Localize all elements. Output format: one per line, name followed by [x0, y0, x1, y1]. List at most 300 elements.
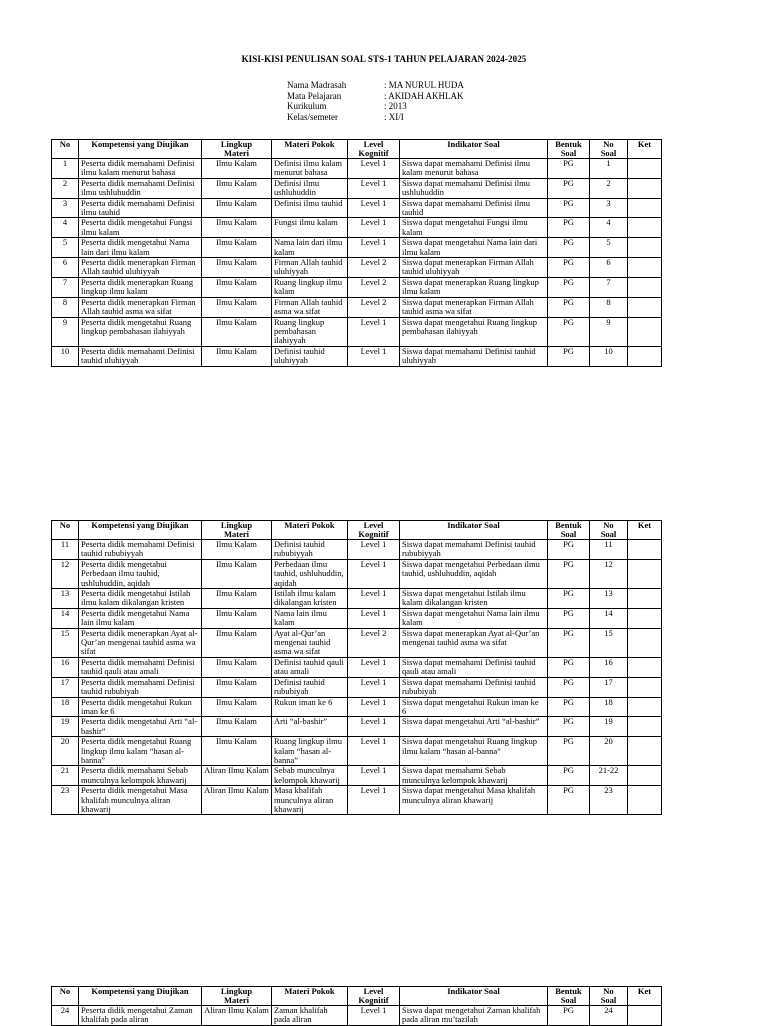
cell-materi: Rukun iman ke 6	[272, 697, 348, 717]
cell-ket	[628, 159, 662, 179]
cell-kompetensi: Peserta didik menerapkan Firman Allah tauhid asma wa sifat	[79, 297, 202, 317]
header-text: Ket	[637, 139, 652, 149]
cell-ket	[628, 277, 662, 297]
cell-ket	[628, 589, 662, 609]
cell-kompetensi: Peserta didik mengetahui Ruang lingkup pembahasan ilahiyyah	[79, 317, 202, 346]
cell-lingkup: Ilmu Kalam	[202, 657, 272, 677]
cell-lingkup: Ilmu Kalam	[202, 277, 272, 297]
table-row	[52, 238, 662, 258]
cell-bentuk: PG	[548, 717, 590, 737]
cell-kompetensi: Peserta didik memahami Definisi ilmu kalam menurut bahasa	[79, 159, 202, 179]
cell-bentuk: PG	[548, 737, 590, 766]
cell-level: Level 2	[348, 297, 400, 317]
cell-kompetensi: Peserta didik memahami Definisi ilmu ushluhuddin	[79, 178, 202, 198]
cell-kompetensi: Peserta didik mengetahui Nama lain ilmu kalam	[79, 608, 202, 628]
cell-lingkup: Ilmu Kalam	[202, 717, 272, 737]
header-text: No	[59, 520, 71, 530]
cell-no: 19	[52, 717, 79, 737]
table-row	[52, 218, 662, 238]
table-row	[52, 786, 662, 815]
cell-level: Level 1	[348, 608, 400, 628]
table-row	[52, 178, 662, 198]
cell-kompetensi: Peserta didik menerapkan Ayat al-Qur’an mengenai tauhid asma wa sifat	[79, 628, 202, 657]
cell-level: Level 1	[348, 238, 400, 258]
cell-indikator: Siswa dapat mengetahui Masa khalifah munculnya aliran khawarij	[400, 786, 548, 815]
header-text: Soal	[560, 148, 577, 158]
cell-level: Level 1	[348, 589, 400, 609]
header-lingkup-materi	[202, 140, 272, 159]
cell-indikator: Siswa dapat mengetahui Ruang lingkup pembahasan ilahiyyah	[400, 317, 548, 346]
header-text: Lingkup	[220, 986, 253, 996]
cell-nosoal: 1	[590, 159, 628, 179]
cell-lingkup: Aliran Ilmu Kalam	[202, 1006, 272, 1026]
meta-value: : AKIDAH AKHLAK	[384, 90, 464, 101]
table-row	[52, 589, 662, 609]
cell-no: 11	[52, 540, 79, 560]
header-text: Bentuk	[555, 986, 582, 996]
header-indikator-soal	[400, 140, 548, 159]
cell-lingkup: Ilmu Kalam	[202, 258, 272, 278]
cell-indikator: Siswa dapat memahami Sebab munculnya kelompok khawarij	[400, 766, 548, 786]
meta-row-madrasah	[287, 80, 464, 91]
cell-materi: Masa khalifah munculnya aliran khawarij	[272, 786, 348, 815]
cell-bentuk: PG	[548, 766, 590, 786]
cell-ket	[628, 766, 662, 786]
cell-indikator: Siswa dapat mengetahui Ruang lingkup ilmu kalam “hasan al-banna”	[400, 737, 548, 766]
meta-label: Nama Madrasah	[287, 80, 347, 90]
cell-lingkup: Ilmu Kalam	[202, 697, 272, 717]
meta-label: Mata Pelajaran	[287, 90, 342, 101]
cell-indikator: Siswa dapat menerapkan Firman Allah tauhid uluhiyyah	[400, 258, 548, 278]
cell-level: Level 2	[348, 628, 400, 657]
header-text: No	[59, 139, 71, 149]
cell-ket	[628, 717, 662, 737]
cell-nosoal: 16	[590, 657, 628, 677]
cell-nosoal: 11	[590, 540, 628, 560]
header-text: Lingkup	[220, 520, 253, 530]
cell-no: 8	[52, 297, 79, 317]
cell-no: 20	[52, 737, 79, 766]
cell-level: Level 1	[348, 766, 400, 786]
cell-nosoal: 23	[590, 786, 628, 815]
cell-ket	[628, 317, 662, 346]
cell-nosoal: 24	[590, 1006, 628, 1026]
header-no	[52, 521, 79, 540]
meta-value: : XI/I	[384, 111, 404, 122]
cell-level: Level 2	[348, 258, 400, 278]
cell-nosoal: 9	[590, 317, 628, 346]
header-row	[52, 140, 662, 159]
cell-kompetensi: Peserta didik mengetahui Zaman khalifah pada aliran	[79, 1006, 202, 1026]
header-text: Level	[363, 520, 384, 530]
table-row	[52, 657, 662, 677]
header-no	[52, 987, 79, 1006]
cell-indikator: Siswa dapat memahami Definisi ilmu kalam menurut bahasa	[400, 159, 548, 179]
cell-level: Level 1	[348, 717, 400, 737]
cell-materi: Zaman khalifah pada aliran	[272, 1006, 348, 1026]
cell-ket	[628, 258, 662, 278]
cell-lingkup: Ilmu Kalam	[202, 737, 272, 766]
cell-materi: Definisi ilmu kalam menurut bahasa	[272, 159, 348, 179]
cell-kompetensi: Peserta didik mengetahui Nama lain dari ilmu kalam	[79, 238, 202, 258]
cell-level: Level 1	[348, 198, 400, 218]
header-kompetensi	[79, 987, 202, 1006]
header-text: Soal	[560, 529, 577, 539]
cell-materi: Firman Allah tauhid uluhiyyah	[272, 258, 348, 278]
header-text: Kompetensi yang Diujikan	[91, 520, 189, 530]
header-text: Materi Pokok	[284, 139, 335, 149]
cell-no: 6	[52, 258, 79, 278]
header-text: Lingkup	[220, 139, 253, 149]
header-level-kognitif	[348, 140, 400, 159]
cell-bentuk: PG	[548, 159, 590, 179]
cell-bentuk: PG	[548, 628, 590, 657]
cell-ket	[628, 697, 662, 717]
cell-lingkup: Ilmu Kalam	[202, 218, 272, 238]
cell-lingkup: Ilmu Kalam	[202, 159, 272, 179]
header-no-soal	[590, 987, 628, 1006]
cell-materi: Ruang lingkup pembahasan ilahiyyah	[272, 317, 348, 346]
cell-bentuk: PG	[548, 178, 590, 198]
cell-no: 1	[52, 159, 79, 179]
cell-kompetensi: Peserta didik mengetahui Perbedaan ilmu tauhid, ushluhuddin, aqidah	[79, 559, 202, 588]
cell-bentuk: PG	[548, 218, 590, 238]
table-row	[52, 540, 662, 560]
header-text: Level	[363, 139, 384, 149]
cell-nosoal: 15	[590, 628, 628, 657]
cell-no: 23	[52, 786, 79, 815]
table-row	[52, 258, 662, 278]
cell-bentuk: PG	[548, 559, 590, 588]
cell-nosoal: 7	[590, 277, 628, 297]
header-materi-pokok	[272, 140, 348, 159]
table-row	[52, 766, 662, 786]
header-text: No	[603, 139, 614, 149]
header-ket	[628, 521, 662, 540]
cell-no: 18	[52, 697, 79, 717]
cell-no: 17	[52, 677, 79, 697]
cell-bentuk: PG	[548, 677, 590, 697]
cell-bentuk: PG	[548, 258, 590, 278]
header-text: Bentuk	[555, 139, 582, 149]
cell-level: Level 1	[348, 677, 400, 697]
cell-bentuk: PG	[548, 317, 590, 346]
header-indikator-soal	[400, 987, 548, 1006]
cell-no: 9	[52, 317, 79, 346]
cell-kompetensi: Peserta didik mengetahui Istilah ilmu kalam dikalangan kristen	[79, 589, 202, 609]
cell-no: 12	[52, 559, 79, 588]
header-no-soal	[590, 521, 628, 540]
cell-ket	[628, 786, 662, 815]
cell-bentuk: PG	[548, 540, 590, 560]
cell-level: Level 2	[348, 277, 400, 297]
header-kompetensi	[79, 140, 202, 159]
cell-no: 15	[52, 628, 79, 657]
header-level-kognitif	[348, 521, 400, 540]
header-row	[52, 521, 662, 540]
cell-level: Level 1	[348, 317, 400, 346]
header-text: Soal	[600, 148, 617, 158]
header-text: Ket	[637, 520, 652, 530]
cell-lingkup: Aliran Ilmu Kalam	[202, 766, 272, 786]
cell-ket	[628, 346, 662, 366]
cell-no: 21	[52, 766, 79, 786]
cell-nosoal: 10	[590, 346, 628, 366]
meta-row-kurikulum	[287, 101, 464, 112]
cell-nosoal: 3	[590, 198, 628, 218]
cell-ket	[628, 737, 662, 766]
meta-row-kelas	[287, 112, 464, 123]
cell-nosoal: 2	[590, 178, 628, 198]
cell-indikator: Siswa dapat mengetahui Fungsi ilmu kalam	[400, 218, 548, 238]
cell-materi: Ruang lingkup ilmu kalam	[272, 277, 348, 297]
cell-materi: Istilah ilmu kalam dikalangan kristen	[272, 589, 348, 609]
cell-indikator: Siswa dapat memahami Definisi tauhid uluhiyyah	[400, 346, 548, 366]
table-row	[52, 628, 662, 657]
cell-no: 3	[52, 198, 79, 218]
identity-block	[287, 80, 464, 122]
cell-materi: Definisi tauhid uluhiyyah	[272, 346, 348, 366]
cell-materi: Arti “al-bashir”	[272, 717, 348, 737]
cell-kompetensi: Peserta didik mengetahui Masa khalifah munculnya aliran khawarij	[79, 786, 202, 815]
header-lingkup-materi	[202, 987, 272, 1006]
table-row	[52, 559, 662, 588]
cell-level: Level 1	[348, 786, 400, 815]
header-text: Level	[363, 986, 384, 996]
cell-materi: Definisi tauhid rububiyyah	[272, 540, 348, 560]
table-row	[52, 1006, 662, 1026]
header-text: Materi	[223, 148, 249, 158]
cell-kompetensi: Peserta didik menerapkan Ruang lingkup ilmu kalam	[79, 277, 202, 297]
cell-materi: Definisi ilmu ushluhuddin	[272, 178, 348, 198]
cell-kompetensi: Peserta didik memahami Definisi tauhid qauli atau amali	[79, 657, 202, 677]
cell-ket	[628, 297, 662, 317]
header-text: Kognitif	[358, 529, 389, 539]
cell-level: Level 1	[348, 540, 400, 560]
cell-ket	[628, 540, 662, 560]
cell-bentuk: PG	[548, 608, 590, 628]
cell-nosoal: 21-22	[590, 766, 628, 786]
cell-materi: Definisi ilmu tauhid	[272, 198, 348, 218]
cell-nosoal: 17	[590, 677, 628, 697]
cell-ket	[628, 559, 662, 588]
table-row	[52, 737, 662, 766]
cell-lingkup: Ilmu Kalam	[202, 317, 272, 346]
table-row	[52, 277, 662, 297]
cell-indikator: Siswa dapat memahami Definisi tauhid qauli atau amali	[400, 657, 548, 677]
cell-materi: Perbedaan ilmu tauhid, ushluhuddin, aqidah	[272, 559, 348, 588]
cell-no: 16	[52, 657, 79, 677]
cell-indikator: Siswa dapat memahami Definisi ilmu tauhid	[400, 198, 548, 218]
header-text: Kognitif	[358, 148, 389, 158]
cell-no: 10	[52, 346, 79, 366]
cell-no: 4	[52, 218, 79, 238]
header-text: Indikator Soal	[447, 139, 500, 149]
cell-materi: Nama lain dari ilmu kalam	[272, 238, 348, 258]
cell-materi: Definisi tauhid rububiyah	[272, 677, 348, 697]
header-text: Soal	[600, 995, 617, 1005]
cell-kompetensi: Peserta didik mengetahui Fungsi ilmu kalam	[79, 218, 202, 238]
cell-materi: Nama lain ilmu kalam	[272, 608, 348, 628]
cell-lingkup: Ilmu Kalam	[202, 297, 272, 317]
header-no	[52, 140, 79, 159]
cell-ket	[628, 178, 662, 198]
meta-value: : MA NURUL HUDA	[384, 80, 464, 90]
cell-lingkup: Ilmu Kalam	[202, 608, 272, 628]
cell-lingkup: Ilmu Kalam	[202, 628, 272, 657]
cell-materi: Firman Allah tauhid asma wa sifat	[272, 297, 348, 317]
header-text: Soal	[600, 529, 617, 539]
cell-indikator: Siswa dapat mengetahui Istilah ilmu kalam dikalangan kristen	[400, 589, 548, 609]
header-ket	[628, 140, 662, 159]
cell-kompetensi: Peserta didik memahami Sebab munculnya kelompok khawarij	[79, 766, 202, 786]
cell-indikator: Siswa dapat mengetahui Rukun iman ke 6	[400, 697, 548, 717]
cell-indikator: Siswa dapat menerapkan Ruang lingkup ilmu kalam	[400, 277, 548, 297]
cell-indikator: Siswa dapat mengetahui Perbedaan ilmu tauhid, ushluhuddin, aqidah	[400, 559, 548, 588]
table-row	[52, 297, 662, 317]
cell-bentuk: PG	[548, 697, 590, 717]
meta-value: : 2013	[384, 101, 407, 111]
cell-materi: Sebab munculnya kelompok khawarij	[272, 766, 348, 786]
header-text: Kompetensi yang Diujikan	[91, 986, 189, 996]
cell-nosoal: 13	[590, 589, 628, 609]
header-no-soal	[590, 140, 628, 159]
header-text: Indikator Soal	[447, 520, 500, 530]
cell-lingkup: Ilmu Kalam	[202, 589, 272, 609]
cell-ket	[628, 198, 662, 218]
cell-nosoal: 18	[590, 697, 628, 717]
cell-no: 5	[52, 238, 79, 258]
cell-kompetensi: Peserta didik memahami Definisi ilmu tauhid	[79, 198, 202, 218]
cell-indikator: Siswa dapat mengetahui Nama lain dari ilmu kalam	[400, 238, 548, 258]
cell-ket	[628, 677, 662, 697]
header-ket	[628, 987, 662, 1006]
cell-nosoal: 6	[590, 258, 628, 278]
cell-kompetensi: Peserta didik mengetahui Rukun iman ke 6	[79, 697, 202, 717]
table-row	[52, 608, 662, 628]
table-row	[52, 317, 662, 346]
cell-indikator: Siswa dapat memahami Definisi tauhid rububiyyah	[400, 540, 548, 560]
cell-nosoal: 20	[590, 737, 628, 766]
header-text: No	[59, 986, 71, 996]
header-materi-pokok	[272, 521, 348, 540]
cell-bentuk: PG	[548, 198, 590, 218]
header-text: Materi Pokok	[284, 986, 335, 996]
cell-ket	[628, 1006, 662, 1026]
header-materi-pokok	[272, 987, 348, 1006]
document-title: KISI-KISI PENULISAN SOAL STS-1 TAHUN PELAJARAN 2024-2025	[241, 54, 527, 64]
kisi-table-3	[51, 986, 662, 1026]
cell-lingkup: Ilmu Kalam	[202, 540, 272, 560]
table-row	[52, 717, 662, 737]
cell-level: Level 1	[348, 1006, 400, 1026]
cell-no: 14	[52, 608, 79, 628]
cell-no: 13	[52, 589, 79, 609]
cell-kompetensi: Peserta didik menerapkan Firman Allah tauhid uluhiyyah	[79, 258, 202, 278]
cell-ket	[628, 218, 662, 238]
cell-nosoal: 14	[590, 608, 628, 628]
cell-indikator: Siswa dapat memahami Definisi tauhid rububiyah	[400, 677, 548, 697]
cell-kompetensi: Peserta didik memahami Definisi tauhid rububiyyah	[79, 540, 202, 560]
header-text: No	[603, 986, 614, 996]
cell-materi: Ayat al-Qur’an mengenai tauhid asma wa sifat	[272, 628, 348, 657]
header-text: No	[603, 520, 614, 530]
header-row	[52, 987, 662, 1006]
cell-materi: Fungsi ilmu kalam	[272, 218, 348, 238]
cell-level: Level 1	[348, 737, 400, 766]
cell-lingkup: Ilmu Kalam	[202, 559, 272, 588]
header-text: Indikator Soal	[447, 986, 500, 996]
cell-kompetensi: Peserta didik mengetahui Arti “al-bashir”	[79, 717, 202, 737]
header-bentuk-soal	[548, 140, 590, 159]
cell-level: Level 1	[348, 559, 400, 588]
cell-bentuk: PG	[548, 786, 590, 815]
cell-indikator: Siswa dapat mengetahui Arti “al-bashir”	[400, 717, 548, 737]
cell-lingkup: Ilmu Kalam	[202, 346, 272, 366]
cell-nosoal: 12	[590, 559, 628, 588]
header-text: Ket	[637, 986, 652, 996]
header-bentuk-soal	[548, 987, 590, 1006]
cell-indikator: Siswa dapat menerapkan Ayat al-Qur’an mengenai tauhid asma wa sifat	[400, 628, 548, 657]
header-kompetensi	[79, 521, 202, 540]
header-text: Kompetensi yang Diujikan	[91, 139, 189, 149]
cell-kompetensi: Peserta didik memahami Definisi tauhid rububiyah	[79, 677, 202, 697]
cell-materi: Ruang lingkup ilmu kalam “hasan al-banna”	[272, 737, 348, 766]
table-row	[52, 159, 662, 179]
cell-level: Level 1	[348, 218, 400, 238]
kisi-table-2	[51, 520, 662, 815]
cell-lingkup: Aliran Ilmu Kalam	[202, 786, 272, 815]
cell-level: Level 1	[348, 178, 400, 198]
cell-bentuk: PG	[548, 657, 590, 677]
header-text: Materi Pokok	[284, 520, 335, 530]
cell-nosoal: 5	[590, 238, 628, 258]
header-text: Soal	[560, 995, 577, 1005]
kisi-table-1	[51, 139, 662, 367]
header-level-kognitif	[348, 987, 400, 1006]
cell-bentuk: PG	[548, 238, 590, 258]
cell-indikator: Siswa dapat memahami Definisi ilmu ushluhuddin	[400, 178, 548, 198]
cell-materi: Definisi tauhid qauli atau amali	[272, 657, 348, 677]
table-row	[52, 198, 662, 218]
table-row	[52, 346, 662, 366]
cell-bentuk: PG	[548, 297, 590, 317]
cell-nosoal: 8	[590, 297, 628, 317]
cell-ket	[628, 238, 662, 258]
cell-indikator: Siswa dapat mengetahui Nama lain ilmu kalam	[400, 608, 548, 628]
cell-ket	[628, 608, 662, 628]
cell-lingkup: Ilmu Kalam	[202, 677, 272, 697]
cell-ket	[628, 628, 662, 657]
cell-lingkup: Ilmu Kalam	[202, 178, 272, 198]
cell-level: Level 1	[348, 346, 400, 366]
meta-label: Kurikulum	[287, 101, 327, 111]
header-indikator-soal	[400, 521, 548, 540]
cell-bentuk: PG	[548, 277, 590, 297]
cell-no: 7	[52, 277, 79, 297]
cell-level: Level 1	[348, 657, 400, 677]
header-text: Materi	[223, 995, 249, 1005]
header-lingkup-materi	[202, 521, 272, 540]
cell-no: 2	[52, 178, 79, 198]
cell-level: Level 1	[348, 697, 400, 717]
table-row	[52, 697, 662, 717]
cell-nosoal: 19	[590, 717, 628, 737]
cell-indikator: Siswa dapat mengetahui Zaman khalifah pada aliran mu’tazilah	[400, 1006, 548, 1026]
cell-bentuk: PG	[548, 1006, 590, 1026]
meta-label: Kelas/semeter	[287, 111, 338, 122]
cell-ket	[628, 657, 662, 677]
